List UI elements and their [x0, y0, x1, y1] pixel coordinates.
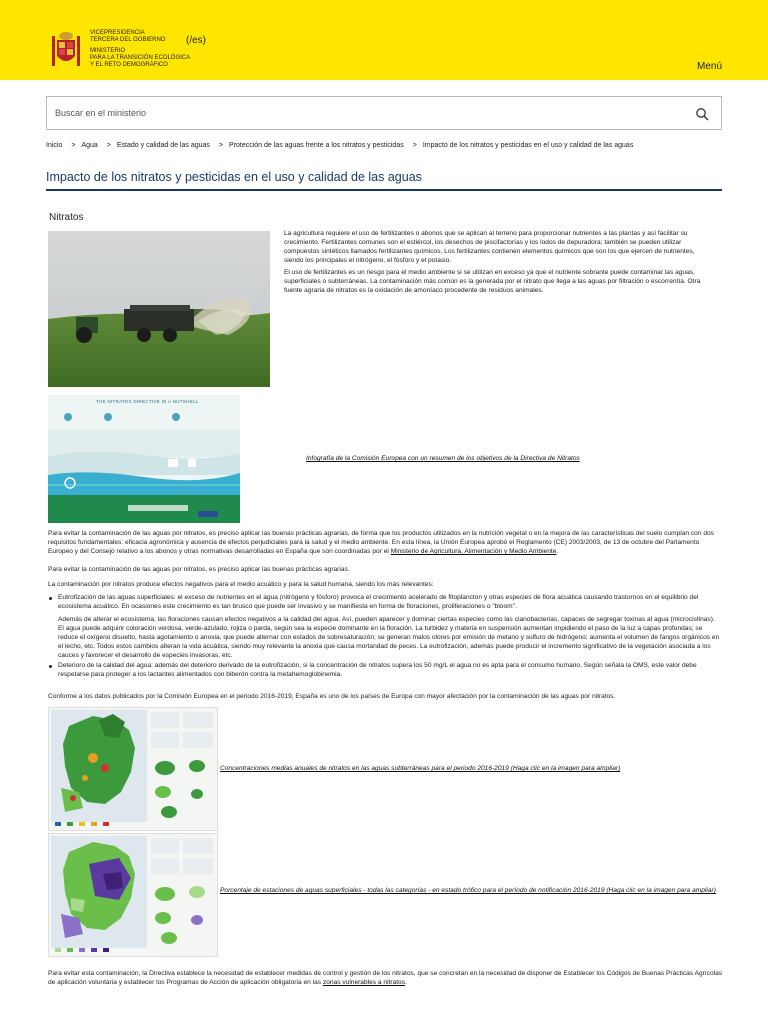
search-input[interactable]	[47, 97, 667, 129]
search-icon[interactable]	[695, 107, 709, 121]
europe-map-graphic	[49, 708, 218, 831]
bullet-icon	[49, 597, 52, 600]
ministry-agriculture-link[interactable]: Ministerio de Agricultura, Alimentación y Medio Ambiente	[390, 548, 557, 555]
coat-of-arms-logo[interactable]	[48, 30, 84, 70]
breadcrumb	[46, 142, 636, 149]
breadcrumb-item[interactable]: Inicio	[46, 142, 63, 149]
page-title: Impacto de los nitratos y pesticidas en el uso y calidad de las aguas	[46, 170, 422, 184]
section-heading: Nitratos	[49, 212, 84, 223]
intro-paragraph-2: El uso de fertilizantes es un riesgo para el medio ambiente si se utilizan en exceso ya que el nutriente sobrante puede contaminar las aguas, superficiales o subterráneas. La contaminación más común es la generada por el nitrato que llega a las aguas por filtración o escorrentía. Otra fuente agraria de nitratos es la oxidación de amoníaco procedente de residuos animales.	[284, 269, 701, 294]
vulnerable-zones-link[interactable]: zonas vulnerables a nitratos	[322, 979, 406, 986]
nitrates-directive-infographic[interactable]	[48, 395, 240, 523]
breadcrumb-current: Impacto de los nitratos y pesticidas en el uso y calidad de las aguas	[422, 142, 634, 149]
breadcrumb-item[interactable]: Protección de las aguas frente a los nitratos y pesticidas	[229, 142, 404, 149]
breadcrumb-separator: >	[412, 142, 417, 149]
bullet-eutrophication: Eutrofización de las aguas superficiales: el exceso de nutrientes en el agua (nitrógeno y fósforo) provoca el crecimiento acelerado de fitoplancton y otras especies de flora acuática causando trastornos en el equilibrio del ecosistema acuático. En ocasiones este crecimiento es tan brusco que puede ser invasivo y se manifiesta en forma de floraciones, proliferaciones o "bloom".	[58, 594, 699, 610]
body-paragraph-3: La contaminación por nitratos produce efectos negativos para el medio acuático y para la salud humana, siendo los más relevantes:	[48, 581, 434, 588]
language-link[interactable]: (/es)	[186, 35, 206, 46]
map2-caption-link[interactable]: Porcentaje de estaciones de aguas superficiales - todas las categorías - en estado trófico para el período de notificación 2016-2019 (Haga clic en la imagen para ampliar)	[220, 887, 716, 894]
groundwater-nitrate-map[interactable]	[48, 707, 218, 831]
infographic-title: THE NITRATES DIRECTIVE IN A NUTSHELL	[96, 399, 199, 404]
bullet-eutrophication-detail: Además de alterar el ecosistema, las floraciones causan efectos negativos a la calidad del agua. Así, pueden aparecer y dominar ciertas especies como las cianobacterias, capaces de segregar toxinas al agua (microcistinas). El agua puede adquirir coloración verdosa, verde-azulado, rojiza o parda, según sea la especie dominante en la floración. La turbidez y materia en suspensión aumentan impidiendo el paso de la luz a capas profundas; se reduce el oxígeno disuelto, hasta agotamiento o anoxia, que puede alternar con estados de sobresaturación; se generan malos olores por emisión de metano y sulfuro de hidrógeno; aumenta el volumen de fangos orgánicos en el lecho, etc. Todos estos cambios alteran la vida acuática, siendo muy relevante la anoxia que causa mortandad de peces. La eutrofización, además puede producir el incremento significativo de la vegetación asociada a los cauces y favorecer el desarrollo de especies invasoras, etc.	[58, 616, 720, 659]
title-underline	[46, 189, 722, 191]
body-paragraph-2: Para evitar la contaminación de las aguas por nitratos, es preciso aplicar las buenas prácticas agrarias.	[48, 566, 350, 573]
breadcrumb-item[interactable]: Estado y calidad de las aguas	[116, 142, 210, 149]
gov-line: Y EL RETO DEMOGRÁFICO	[90, 62, 168, 68]
body-paragraph-5-text: Para evitar esta contaminación, la Directiva establece la necesidad de establecer medidas de control y gestión de los nitratos, que se concretan en la necesidad de disponer de Establecer los Códigos de Buenas Prácticas Agrícolas de aplicación voluntaria y establecer los Programas de Acción de aplicación obligatoria en las	[48, 970, 723, 986]
surface-water-trophic-map[interactable]	[48, 833, 218, 957]
europe-map-graphic	[49, 834, 218, 957]
bullet-icon	[49, 665, 52, 668]
map1-caption-link[interactable]: Concentraciones medias anuales de nitratos en las aguas subterráneas para el periodo 2016-2019 (Haga clic en la imagen para ampliar)	[220, 765, 621, 772]
breadcrumb-separator: >	[218, 142, 223, 149]
intro-paragraph-1: La agricultura requiere el uso de fertilizantes o abonos que se aplican al terreno para proporcionar nutrientes a las plantas y así facilitar su crecimiento. Fertilizantes comunes son el estiércol, los desechos de piscifactorías y los lodos de depuradora; también se pueden utilizar compuestos sintéticos llamados fertilizantes químicos. Los fertilizantes contienen elementos químicos que son los que ejercen de nutrientes, siendo los principales el nitrógeno, el fósforo y el potasio.	[284, 230, 695, 264]
breadcrumb-separator: >	[71, 142, 76, 149]
site-header	[0, 0, 768, 80]
punctuation: .	[405, 979, 407, 986]
body-paragraph-4: Conforme a los datos publicados por la Comisión Europea en el periodo 2016-2019, España es uno de los países de Europa con mayor afectación por la contaminación de las aguas por nitratos.	[48, 693, 616, 700]
gov-line: VICEPRESIDENCIA	[90, 30, 145, 36]
tractor-spraying-photo	[48, 231, 270, 387]
infographic-graphic	[48, 395, 240, 523]
gov-line: TERCERA DEL GOBIERNO	[90, 37, 166, 43]
search-bar	[46, 96, 722, 130]
ministry-name[interactable]	[90, 30, 190, 69]
breadcrumb-separator: >	[106, 142, 111, 149]
breadcrumb-item[interactable]: Agua	[81, 142, 98, 149]
body-paragraph-5	[48, 969, 724, 987]
body-paragraph-1-text: Para evitar la contaminación de las aguas por nitratos, es preciso aplicar las buenas prácticas agrarias, de forma que los productos utilizados en la nutrición vegetal o en la mejora de las características del suelo cumplan con dos requisitos fundamentales: eficacia agronómica y ausencia de efectos perjudiciales para la salud y el medio ambiente. En esta línea, la Unión Europea aprobó el Reglamento (CE) 2003/2003, de 13 de octubre del Parlamento Europeo y del Consejo relativo a los abonos y otras normativas desarrolladas en España que son coordinadas por el	[48, 530, 714, 555]
gov-line: MINISTERIO	[90, 48, 126, 54]
infographic-caption-link[interactable]: Infografía de la Comisión Europea con un resumen de los objetivos de la Directiva de Nitratos	[306, 455, 580, 462]
gov-line: PARA LA TRANSICIÓN ECOLÓGICA	[90, 55, 191, 61]
punctuation: .	[556, 548, 559, 555]
bullet-water-quality: Deterioro de la calidad del agua: además del deterioro derivado de la eutrofización, si la concentración de nitratos supera los 50 mg/L el agua no es apta para el consumo humano. Según señala la OMS, este valor debe respetarse para proteger a los lactantes alimentados con biberón contra la metahemoglobinemia.	[58, 662, 697, 678]
body-paragraph-1	[48, 529, 724, 556]
menu-button[interactable]: Menú	[696, 61, 722, 72]
